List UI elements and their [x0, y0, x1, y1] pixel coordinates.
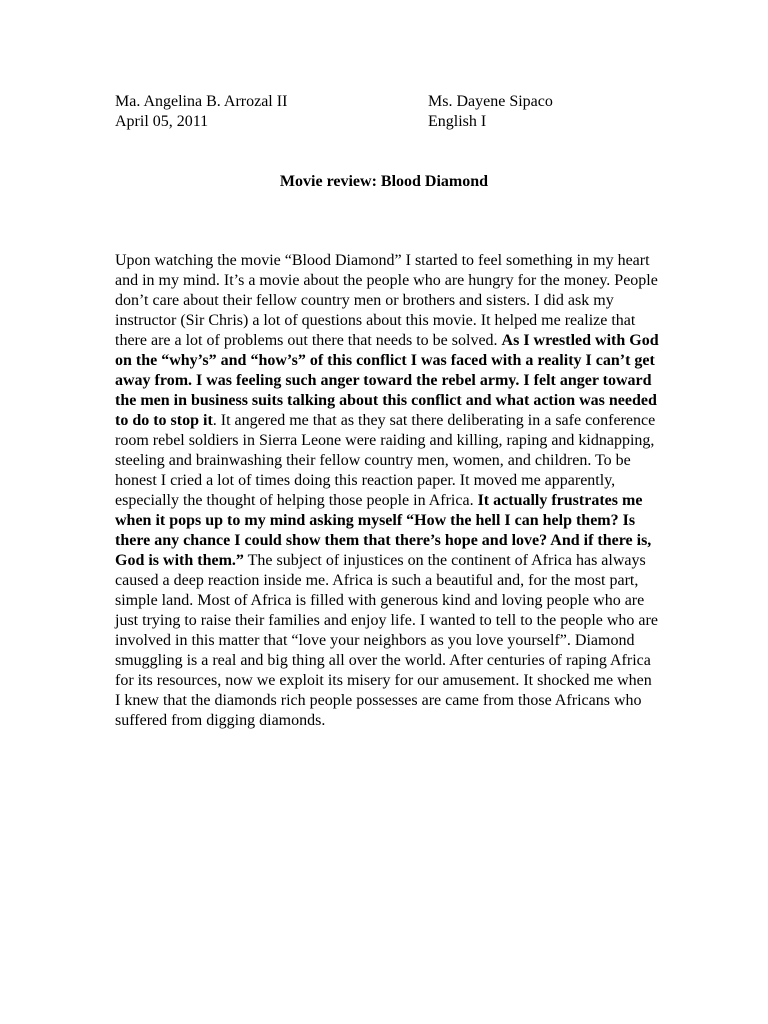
paragraph-segment-1: Upon watching the movie “Blood Diamond” I started to feel something in my heart and in my mind. It’s a movie about the people who are hungry for the money. People don’t care about their fellow country men or brothers and sisters. I did ask my instructor (Sir Chris) a lot of questions about this movie. It helped me realize that there are a lot of problems out there that needs to be solved.	[115, 252, 658, 349]
document-date: April 05, 2011	[115, 113, 209, 130]
paragraph-segment-2-bold: As I wrestled with God on the “why’s” and “how’s” of this conflict I was faced with a reality I can’t get away from. I was feeling such anger toward the rebel army. I felt anger toward the men in business suits talking about this conflict and what action was needed to do to stop it	[115, 332, 659, 429]
header-row-2	[115, 112, 675, 132]
paragraph-segment-5: The subject of injustices on the continent of Africa has always caused a deep reaction inside me. Africa is such a beautiful and, for the most part, simple land. Most of Africa is filled with generous kind and loving people who are just trying to raise their families and enjoy life. I wanted to tell to the people who are involved in this matter that “love your neighbors as you love yourself”. Diamond smuggling is a real and big thing all over the world. After centuries of raping Africa for its resources, now we exploit its misery for our amusement. It shocked me when I knew that the diamonds rich people possesses are came from those Africans who suffered from digging diamonds.	[115, 552, 658, 729]
teacher-name: Ms. Dayene Sipaco	[428, 93, 553, 110]
document-header	[115, 92, 675, 132]
paragraph-segment-3: . It angered me that as they sat there deliberating in a safe conference room rebel soldiers in Sierra Leone were raiding and killing, raping and kidnapping, steeling and brainwashing their fellow country men, women, and children. To be honest I cried a lot of times doing this reaction paper. It moved me apparently, especially the thought of helping those people in Africa.	[115, 412, 656, 509]
subject-name: English I	[428, 113, 487, 130]
page-title: Movie review: Blood Diamond	[279, 173, 489, 190]
header-row-1	[115, 92, 675, 112]
paragraph-segment-4-bold: It actually frustrates me when it pops up to my mind asking myself “How the hell I can help them? Is there any chance I could show them that there’s hope and love? And if there is, God is with them.”	[115, 492, 652, 569]
review-paragraph	[115, 251, 660, 731]
student-name: Ma. Angelina B. Arrozal II	[115, 93, 288, 110]
